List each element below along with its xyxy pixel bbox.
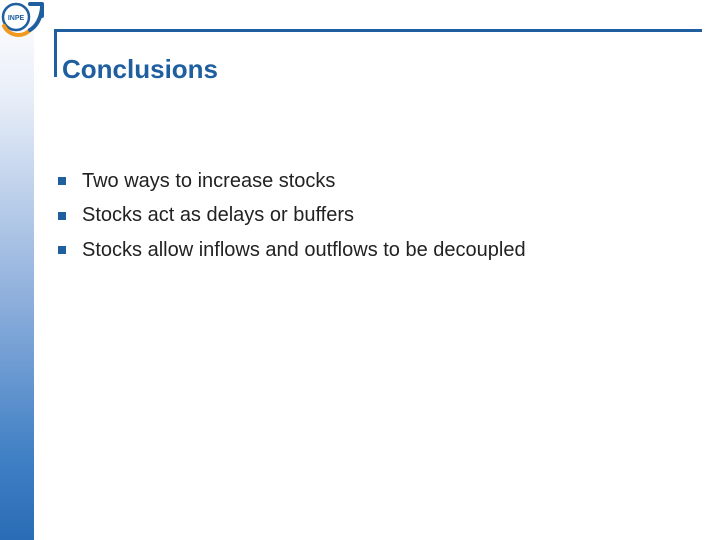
inpe-logo-icon — [0, 0, 46, 40]
bullet-text: Stocks act as delays or buffers — [82, 204, 354, 227]
square-bullet-icon — [58, 246, 66, 254]
square-bullet-icon — [58, 177, 66, 185]
bullet-text: Two ways to increase stocks — [82, 169, 336, 192]
title-frame-top-line — [54, 29, 702, 32]
slide-title: Conclusions — [62, 54, 219, 84]
square-bullet-icon — [58, 212, 66, 220]
bullet-list — [58, 164, 526, 268]
bullet-item — [58, 199, 526, 234]
bullet-item — [58, 164, 526, 199]
title-frame-left-line — [54, 29, 57, 77]
logo-text: INPE — [7, 15, 25, 22]
left-gradient-band — [0, 0, 34, 540]
bullet-text: Stocks allow inflows and outflows to be decoupled — [82, 238, 526, 261]
bullet-item — [58, 233, 526, 268]
